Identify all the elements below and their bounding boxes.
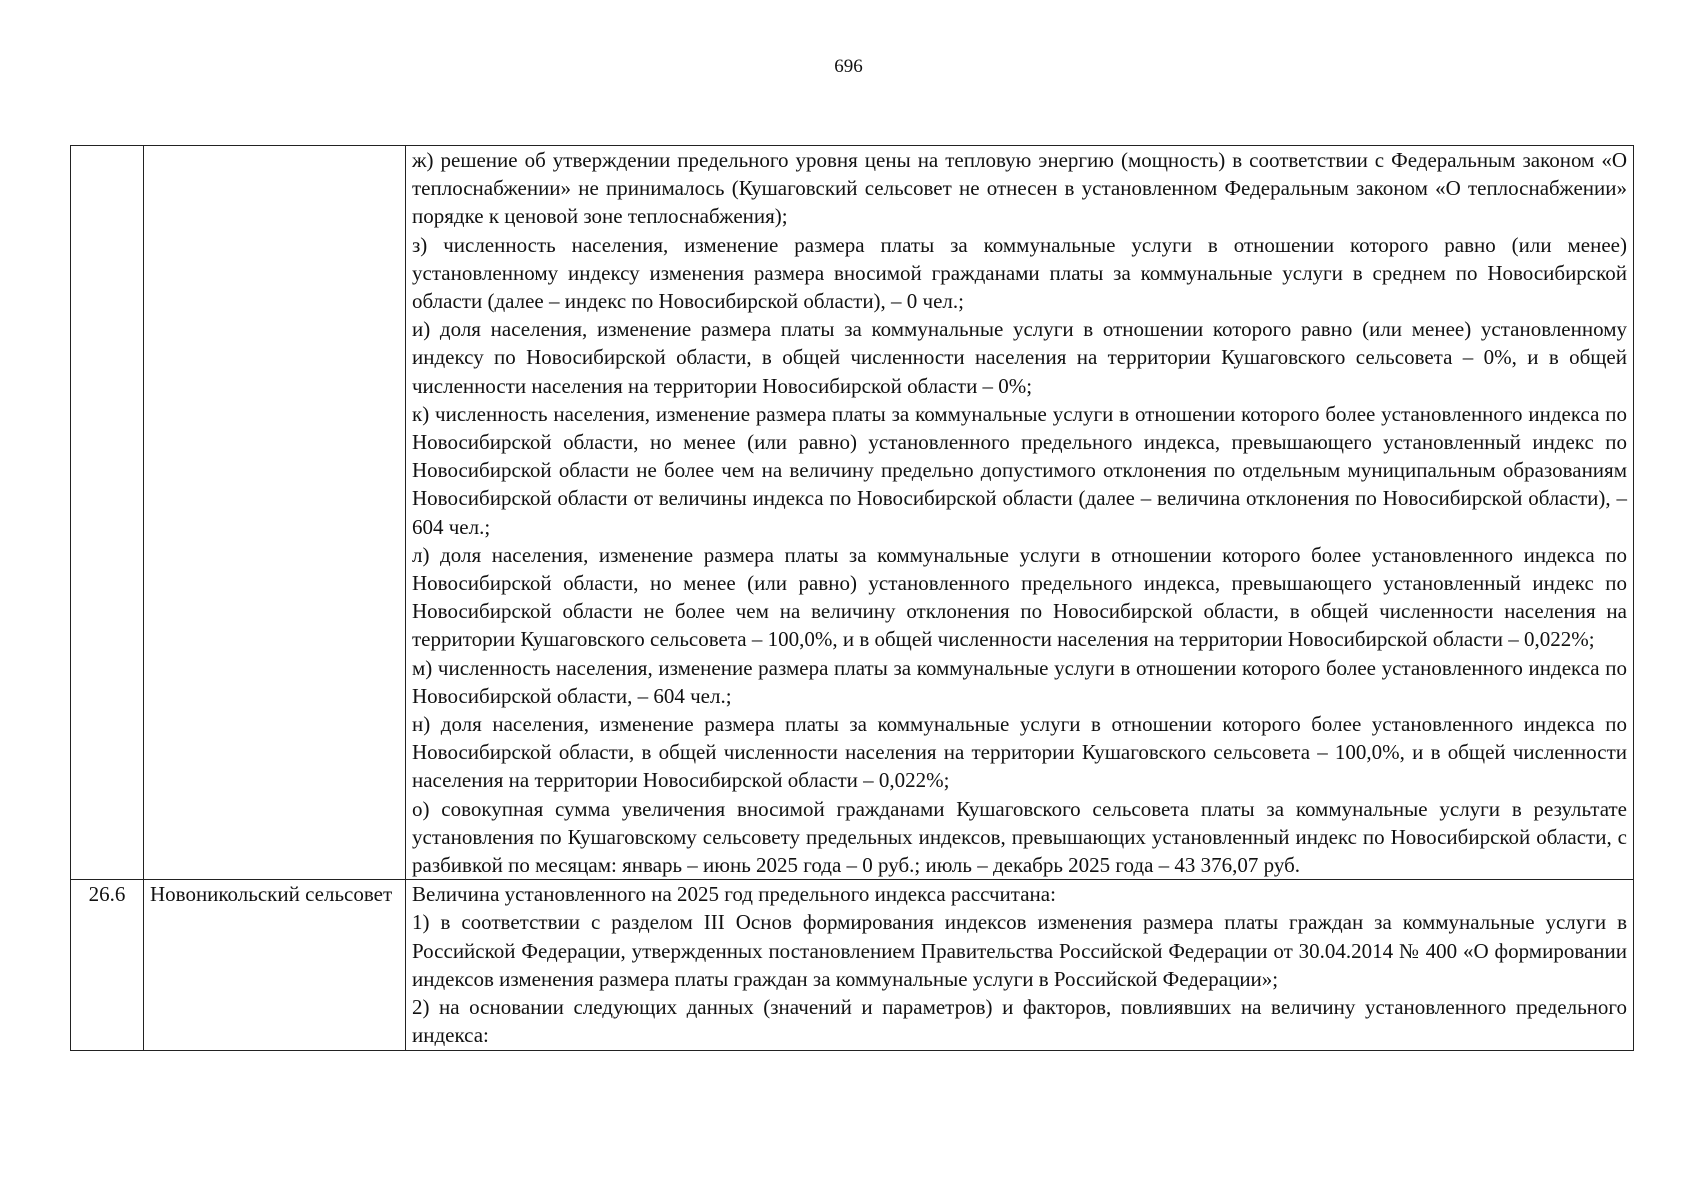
municipality-name-cell: Новоникольский сельсовет xyxy=(144,880,406,1050)
paragraph-z: з) численность населения, изменение размера платы за коммунальные услуги в отношении которого равно (или менее) установленному индексу изменения размера вносимой гражданами платы за коммунальные услуги в среднем по Новосибирской области (далее – индекс по Новосибирской области), – 0 чел.; xyxy=(412,232,1627,314)
paragraph-k: к) численность населения, изменение размера платы за коммунальные услуги в отношении которого более установленного индекса по Новосибирской области, но менее (или равно) установленного предельного индекса, превышающего установленный индекс по Новосибирской области не более чем на величину предельно допустимого отклонения по отдельным муниципальным образованиям Новосибирской области от величины индекса по Новосибирской области (далее – величина отклонения по Новосибирской области), – 604 чел.; xyxy=(412,401,1627,539)
paragraph-o: о) совокупная сумма увеличения вносимой гражданами Кушаговского сельсовета платы за коммунальные услуги в результате установления по Кушаговскому сельсовету предельных индексов, превышающих установленный индекс по Новосибирской области, с разбивкой по месяцам: январь – июнь 2025 года – 0 руб.; июль – декабрь 2025 года – 43 376,07 руб. xyxy=(412,796,1627,878)
row-number-cell xyxy=(71,146,144,880)
page-number: 696 xyxy=(834,56,863,77)
description-cell xyxy=(406,146,1634,880)
paragraph-intro: Величина установленного на 2025 год предельного индекса рассчитана: xyxy=(412,882,1056,907)
municipality-name-cell xyxy=(144,146,406,880)
paragraph-m: м) численность населения, изменение размера платы за коммунальные услуги в отношении которого более установленного индекса по Новосибирской области, – 604 чел.; xyxy=(412,655,1627,708)
paragraph-i: и) доля населения, изменение размера платы за коммунальные услуги в отношении которого равно (или менее) установленному индексу по Новосибирской области, в общей численности населения на территории Кушаговского сельсовета – 0%, и в общей численности населения на территории Новосибирской области – 0%; xyxy=(412,317,1627,398)
paragraph-1: 1) в соответствии с разделом III Основ формирования индексов изменения размера платы граждан за коммунальные услуги в Российской Федерации, утвержденных постановлением Правительства Российской Федерации от 30.04.2014 № 400 «О формировании индексов изменения размера платы граждан за коммунальные услуги в Российской Федерации»; xyxy=(412,910,1627,991)
description-cell xyxy=(406,880,1634,1050)
paragraph-zh: ж) решение об утверждении предельного уровня цены на тепловую энергию (мощность) в соответствии с Федеральным законом «О теплоснабжении» не принималось (Кушаговский сельсовет не отнесен в установленном Федеральным законом «О теплоснабжении» порядке к ценовой зоне теплоснабжения); xyxy=(412,148,1627,229)
row-number-cell: 26.6 xyxy=(71,880,144,1050)
table-row xyxy=(71,146,1634,880)
paragraph-l: л) доля населения, изменение размера платы за коммунальные услуги в отношении которого более установленного индекса по Новосибирской области, но менее (или равно) установленного предельного индекса, превышающего установленный индекс по Новосибирской области не более чем на величину отклонения по Новосибирской области, в общей численности населения на территории Кушаговского сельсовета – 100,0%, и в общей численности населения на территории Новосибирской области – 0,022%; xyxy=(412,542,1627,652)
paragraph-n: н) доля населения, изменение размера платы за коммунальные услуги в отношении которого более установленного индекса по Новосибирской области, в общей численности населения на территории Кушаговского сельсовета – 100,0%, и в общей численности населения на территории Новосибирской области – 0,022%; xyxy=(412,712,1627,793)
tariff-index-table xyxy=(70,145,1634,1051)
paragraph-2: 2) на основании следующих данных (значений и параметров) и факторов, повлиявших на величину установленного предельного индекса: xyxy=(412,995,1627,1048)
table-row xyxy=(71,880,1634,1050)
